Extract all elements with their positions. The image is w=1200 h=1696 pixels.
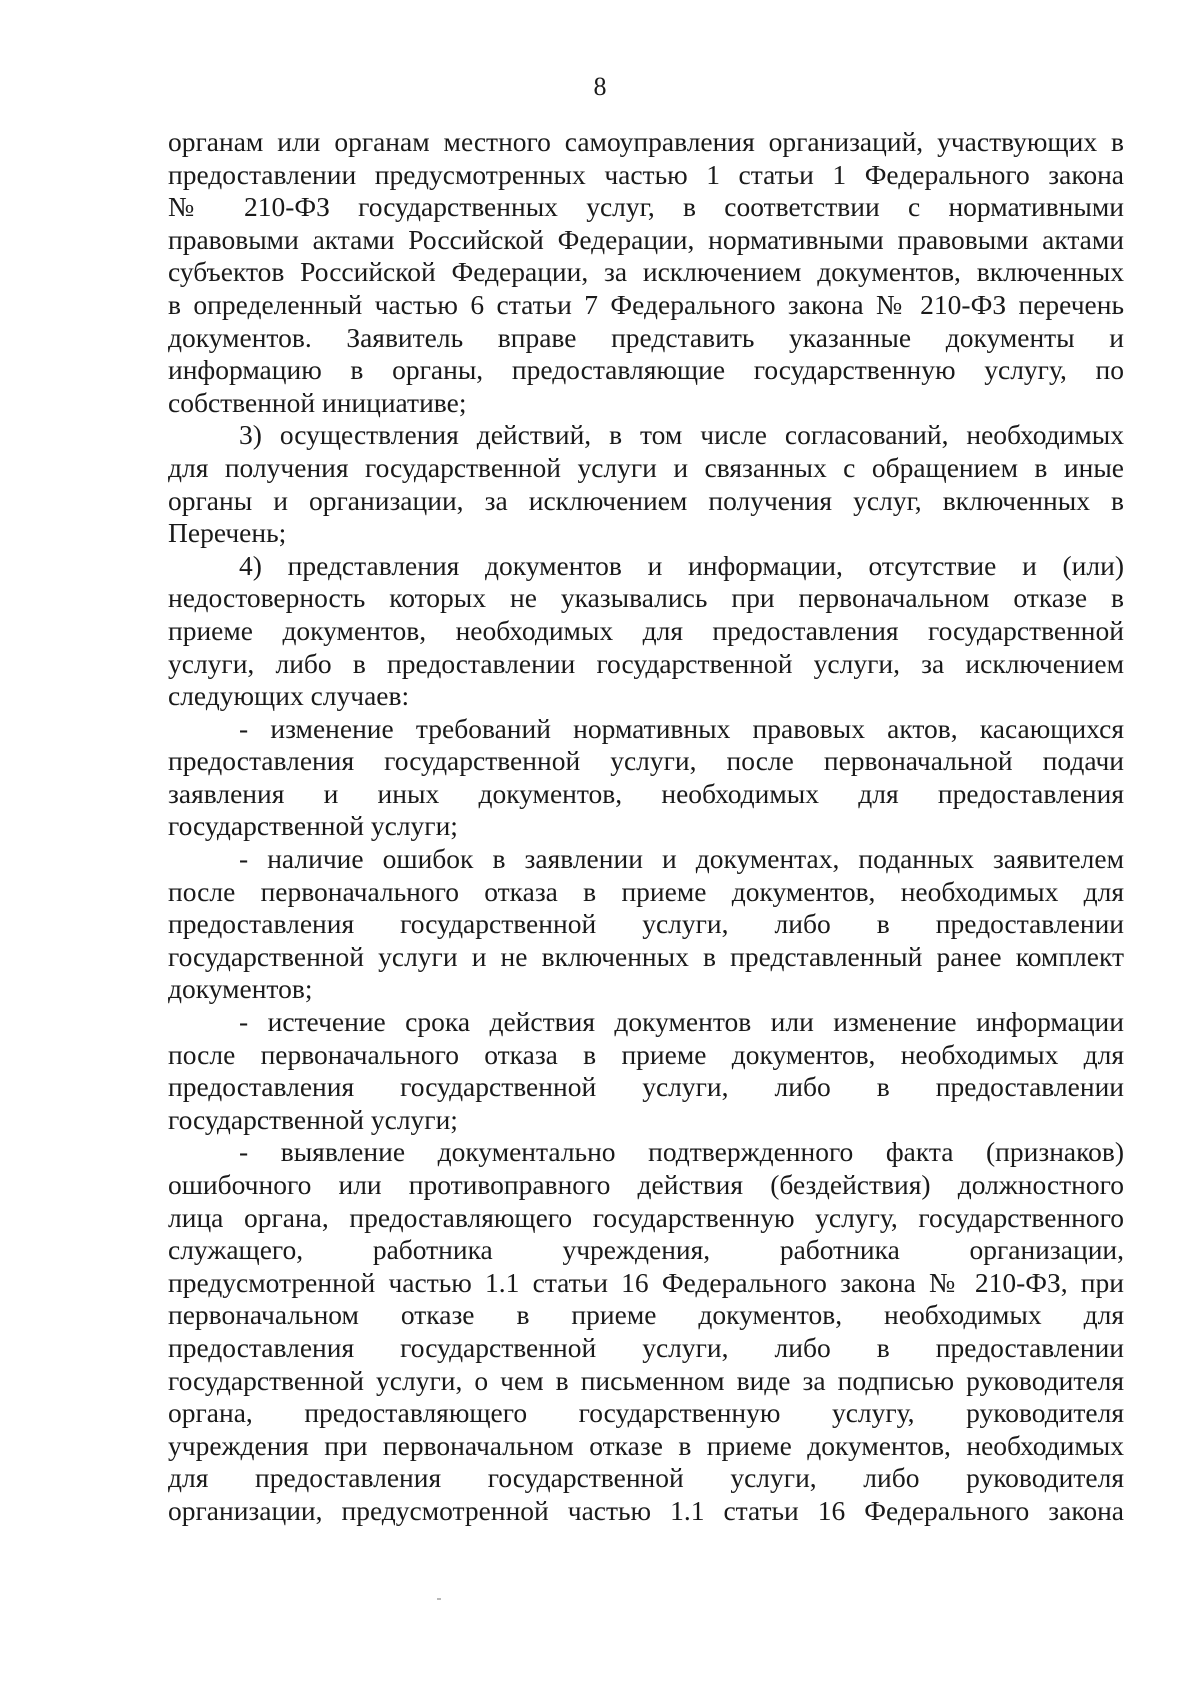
text-line: документов; <box>168 973 313 1005</box>
text-line: органы и организации, за исключением получения услуг, включенных в <box>168 484 1124 516</box>
text-line: приеме документов, необходимых для предоставления государственной <box>168 614 1124 646</box>
text-line: лица органа, предоставляющего государственную услугу, государственного <box>168 1201 1124 1233</box>
text-line: предоставления государственной услуги, либо в предоставлении <box>168 908 1124 940</box>
text-line: организации, предусмотренной частью 1.1 статьи 16 Федерального закона <box>168 1494 1124 1526</box>
text-line: ошибочного или противоправного действия (бездействия) должностного <box>168 1169 1124 1200</box>
text-line: органа, предоставляющего государственную услугу, руководителя <box>168 1397 1124 1429</box>
text-line: предоставлении предусмотренных частью 1 статьи 1 Федерального закона <box>168 158 1124 190</box>
text-line: для предоставления государственной услуги, либо руководителя <box>168 1462 1124 1494</box>
text-line: предоставления государственной услуги, после первоначальной подачи <box>168 745 1124 777</box>
text-line: предусмотренной частью 1.1 статьи 16 Федерального закона № 210-ФЗ, при <box>168 1266 1124 1298</box>
text-line: предоставления государственной услуги, либо в предоставлении <box>168 1331 1124 1363</box>
text-line: после первоначального отказа в приеме документов, необходимых для <box>168 1038 1124 1070</box>
text-line: государственной услуги, о чем в письменном виде за подписью руководителя <box>168 1364 1124 1396</box>
text-line: служащего, работника учреждения, работника организации, <box>168 1234 1124 1266</box>
text-line: заявления и иных документов, необходимых для предоставления <box>168 777 1124 809</box>
text-line: предоставления государственной услуги, либо в предоставлении <box>168 1071 1124 1103</box>
text-line: органам или органам местного самоуправления организаций, участвующих в <box>168 126 1124 157</box>
text-line: для получения государственной услуги и связанных с обращением в иные <box>168 451 1124 483</box>
text-line: документов. Заявитель вправе представить указанные документы и <box>168 321 1124 353</box>
text-line: учреждения при первоначальном отказе в приеме документов, необходимых <box>168 1429 1124 1461</box>
scan-artifact-mark <box>437 1598 441 1600</box>
text-line: - истечение срока действия документов или изменение информации <box>239 1006 1124 1038</box>
text-line: первоначальном отказе в приеме документов, необходимых для <box>168 1299 1124 1331</box>
text-line: - наличие ошибок в заявлении и документах, поданных заявителем <box>239 843 1124 875</box>
document-body <box>168 126 1124 1528</box>
text-line: собственной инициативе; <box>168 386 467 418</box>
text-line: государственной услуги; <box>168 810 458 842</box>
text-line: субъектов Российской Федерации, за исключением документов, включенных <box>168 256 1124 288</box>
text-line: государственной услуги; <box>168 1103 458 1135</box>
text-line: следующих случаев: <box>168 680 410 712</box>
text-line: недостоверность которых не указывались при первоначальном отказе в <box>168 582 1124 614</box>
text-line: - выявление документально подтвержденного факта (признаков) <box>239 1136 1124 1168</box>
text-line: информацию в органы, предоставляющие государственную услугу, по <box>168 354 1124 386</box>
text-line: 4) представления документов и информации, отсутствие и (или) <box>239 549 1124 581</box>
text-line: - изменение требований нормативных правовых актов, касающихся <box>239 712 1124 744</box>
text-line: 3) осуществления действий, в том числе согласований, необходимых <box>239 419 1124 451</box>
page-number: 8 <box>593 72 607 101</box>
text-line: в определенный частью 6 статьи 7 Федерального закона № 210-ФЗ перечень <box>168 288 1124 320</box>
text-line: услуги, либо в предоставлении государственной услуги, за исключением <box>168 647 1124 679</box>
text-line: Перечень; <box>168 517 287 549</box>
text-line: государственной услуги и не включенных в представленный ранее комплект <box>168 940 1124 972</box>
text-line: правовыми актами Российской Федерации, нормативными правовыми актами <box>168 223 1124 255</box>
text-line: после первоначального отказа в приеме документов, необходимых для <box>168 875 1124 907</box>
text-line: № 210-ФЗ государственных услуг, в соответствии с нормативными <box>168 191 1124 223</box>
